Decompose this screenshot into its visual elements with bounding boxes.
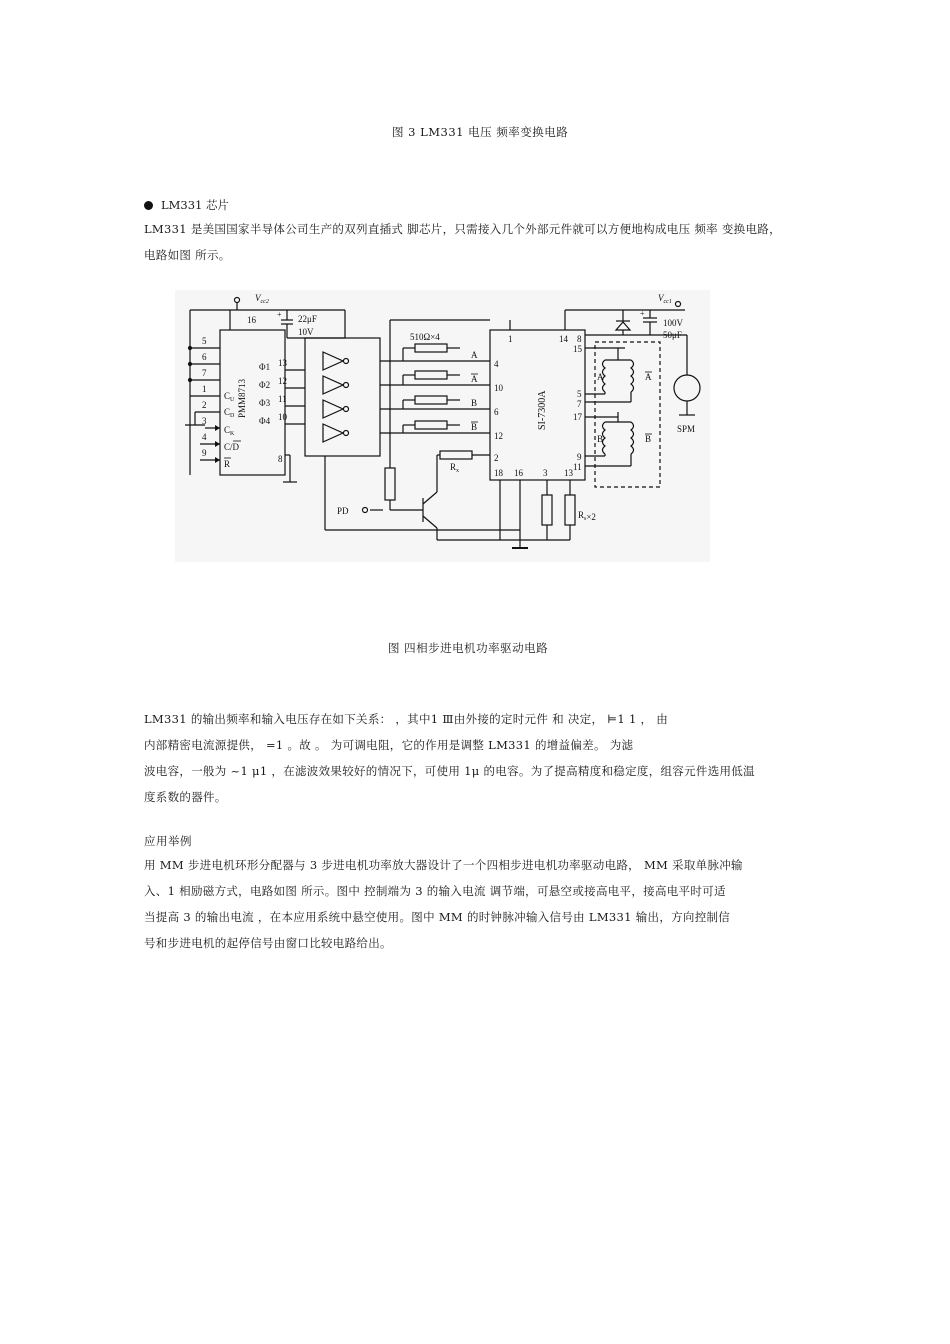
svg-text:18: 18 [494,468,503,478]
svg-text:Φ3: Φ3 [259,398,271,408]
svg-text:C/D: C/D [224,442,240,452]
chip-right-label: SI-7300A [537,390,548,430]
svg-text:10: 10 [278,412,287,422]
svg-text:1: 1 [508,334,513,344]
svg-text:A: A [471,350,478,360]
svg-text:+: + [277,310,282,319]
paragraph-line: 内部精密电流源提供， =1 。故 。 为可调电阻，它的作用是调整 LM331 的增益偏差。 为滤 [144,738,634,752]
svg-text:7: 7 [577,399,582,409]
svg-text:B: B [471,398,478,408]
svg-text:5: 5 [577,389,582,399]
chip-left-label: PMM8713 [237,378,247,418]
svg-text:11: 11 [278,394,287,404]
paragraph-line: 号和步进电机的起停信号由窗口比较电路给出。 [144,936,392,950]
svg-text:3: 3 [543,468,548,478]
svg-text:Φ1: Φ1 [259,362,271,372]
section-heading-text: LM331 芯片 [161,198,230,212]
intro-paragraph [144,216,814,268]
svg-text:9: 9 [202,448,207,458]
svg-text:15: 15 [573,344,582,354]
svg-text:16: 16 [514,468,523,478]
paragraph-line: 度系数的器件。 [144,790,227,804]
svg-text:CK: $C_K$ [224,425,235,437]
svg-text:13: 13 [278,358,287,368]
svg-text:6: 6 [494,407,499,417]
svg-text:2: 2 [202,400,207,410]
svg-text:1: 1 [202,384,207,394]
vcc1-label: $V_{cc1}$ [658,293,672,305]
relation-paragraph [144,706,814,810]
stepper-driver-circuit-diagram [175,290,710,562]
svg-text:+: + [640,309,645,318]
svg-text:3: 3 [202,416,207,426]
cap-left-label: 22μF [298,314,317,324]
svg-text:11: 11 [573,462,582,472]
motor-label: SPM [677,424,696,434]
svg-text:2: 2 [494,453,499,463]
svg-text:12: 12 [278,376,287,386]
paragraph-line: 用 MM 步进电机环形分配器与 3 步进电机功率放大器设计了一个四相步进电机功率驱动电路， MM 采取单脉冲输 [144,858,743,872]
svg-text:B: B [645,434,652,444]
svg-text:17: 17 [573,412,582,422]
rx-label: $R_x$ [450,462,460,474]
paragraph-line: LM331 的输出频率和输入电压存在如下关系： ，其中1 Ⅲ由外接的定时元件 和 决定， ⊨1 1 ， 由 [144,712,669,726]
paragraph-line: 当提高 3 的输出电流 ，在本应用系统中悬空使用。图中 MM 的时钟脉冲输入信号由 LM331 输出，方向控制信 [144,910,731,924]
rs-label: $R_s\times 2$ [578,510,596,522]
figure-3-caption: 图 3 LM331 电压 频率变换电路 [392,125,569,139]
svg-text:6: 6 [202,352,207,362]
resistor-label: 510Ω×4 [410,332,440,342]
svg-text:CU: $C_U$ [224,391,235,403]
svg-text:8: 8 [278,454,283,464]
cap-left-voltage: 10V [298,327,314,337]
figure-4-caption: 图 四相步进电机功率驱动电路 [388,641,549,655]
svg-text:4: 4 [494,359,499,369]
svg-text:7: 7 [202,368,207,378]
svg-text:4: 4 [202,432,207,442]
svg-text:A: A [597,372,604,382]
paragraph-line: LM331 是美国国家半导体公司生产的双列直插式 脚芯片，只需接入几个外部元件就可以方便地构成电压 频率 变换电路， [144,222,781,236]
application-paragraph [144,852,814,956]
svg-text:8: 8 [577,334,582,344]
svg-text:R: R [224,459,231,469]
bullet-icon [144,201,153,210]
svg-text:10: 10 [494,383,503,393]
svg-text:13: 13 [564,468,573,478]
svg-text:CD: $C_D$ [224,407,235,419]
paragraph-line: 电路如图 所示。 [144,248,231,262]
vcc2-label: $V_{cc2}$ [255,293,269,305]
svg-text:Φ2: Φ2 [259,380,271,390]
svg-text:14: 14 [559,334,568,344]
cap-right-voltage: 100V [663,318,683,328]
section-heading [144,197,229,213]
paragraph-line: 波电容，一般为 ~1 μ1 ，在滤波效果较好的情况下，可使用 1μ 的电容。为了提高精度和稳定度，组容元件选用低温 [144,764,755,778]
svg-text:5: 5 [202,336,207,346]
svg-text:A: A [471,374,478,384]
svg-text:16: 16 [247,315,256,325]
svg-text:Φ4: Φ4 [259,416,271,426]
cap-right-label: 50μF [663,330,682,340]
svg-text:9: 9 [577,452,582,462]
svg-text:12: 12 [494,431,503,441]
svg-text:A: A [645,372,652,382]
svg-text:B: B [597,434,604,444]
pd-label: PD [337,506,349,516]
paragraph-line: 入、1 相励磁方式，电路如图 所示。图中 控制端为 3 的输入电流 调节端，可悬空或接高电平，接高电平时可适 [144,884,726,898]
application-heading: 应用举例 [144,834,192,848]
svg-text:B: B [471,422,478,432]
